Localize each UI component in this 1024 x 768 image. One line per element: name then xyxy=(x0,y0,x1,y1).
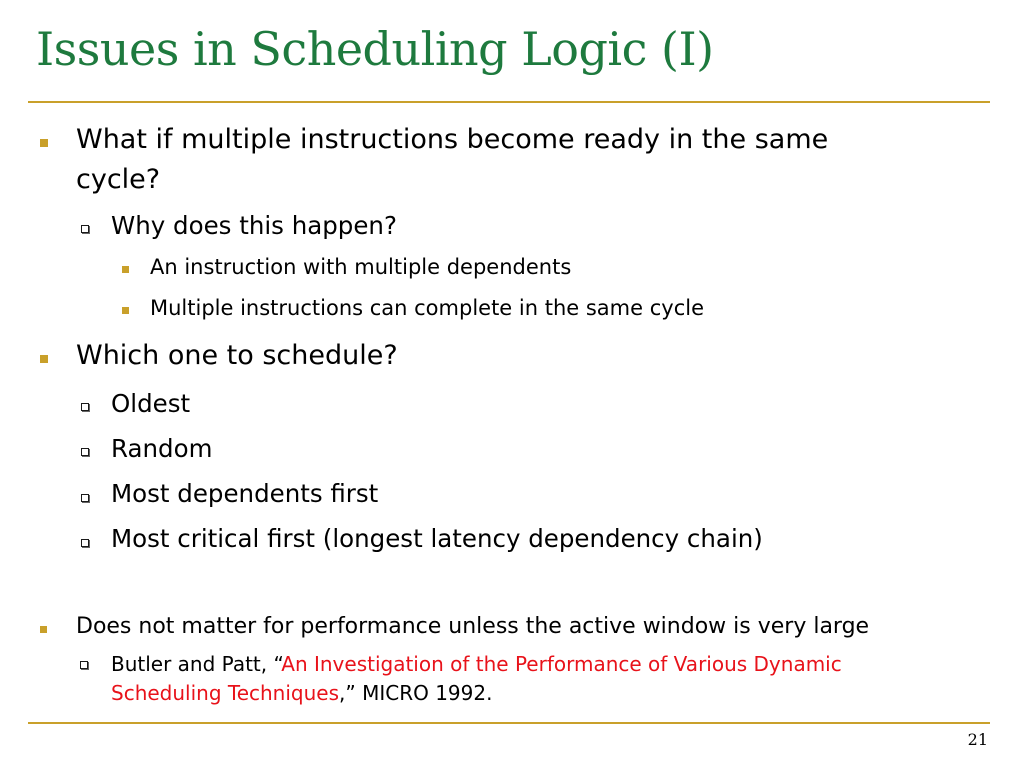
page-number: 21 xyxy=(967,730,988,749)
reference-prefix: Butler and Patt, “ xyxy=(111,652,282,676)
slide-title: Issues in Scheduling Logic (I) xyxy=(36,22,714,76)
sub-sub-bullet-text: An instruction with multiple dependents xyxy=(150,255,572,279)
title-divider xyxy=(28,101,990,103)
bullet-text: What if multiple instructions become ready in the same xyxy=(76,124,829,155)
hollow-square-bullet-icon xyxy=(81,225,89,233)
reference-link-continued[interactable]: Scheduling Techniques xyxy=(111,681,340,705)
sub-bullet-text: Why does this happen? xyxy=(111,211,397,240)
reference-link[interactable]: An Investigation of the Performance of Various Dynamic xyxy=(281,652,842,676)
reference-suffix: ,” MICRO 1992. xyxy=(339,681,493,705)
bullet-text-continued: cycle? xyxy=(76,164,161,195)
hollow-square-bullet-icon xyxy=(81,539,89,547)
reference-line-continued xyxy=(111,681,492,705)
sub-bullet-text: Random xyxy=(111,434,213,463)
square-bullet-icon xyxy=(40,626,47,633)
sub-bullet-text: Oldest xyxy=(111,389,191,418)
hollow-square-bullet-icon xyxy=(81,403,89,411)
sub-bullet-text: Most critical first (longest latency dependency chain) xyxy=(111,524,763,553)
square-bullet-icon xyxy=(40,355,48,363)
sub-sub-bullet-text: Multiple instructions can complete in the same cycle xyxy=(150,296,704,320)
bullet-text: Which one to schedule? xyxy=(76,340,398,371)
square-bullet-icon xyxy=(122,266,129,273)
sub-bullet-text: Most dependents first xyxy=(111,479,379,508)
reference-line xyxy=(111,652,842,676)
hollow-square-bullet-icon xyxy=(81,494,89,502)
hollow-square-bullet-icon xyxy=(80,661,88,669)
square-bullet-icon xyxy=(122,307,129,314)
square-bullet-icon xyxy=(40,139,48,147)
footer-divider xyxy=(28,722,990,724)
hollow-square-bullet-icon xyxy=(81,448,89,456)
bullet-text: Does not matter for performance unless the active window is very large xyxy=(76,614,870,639)
